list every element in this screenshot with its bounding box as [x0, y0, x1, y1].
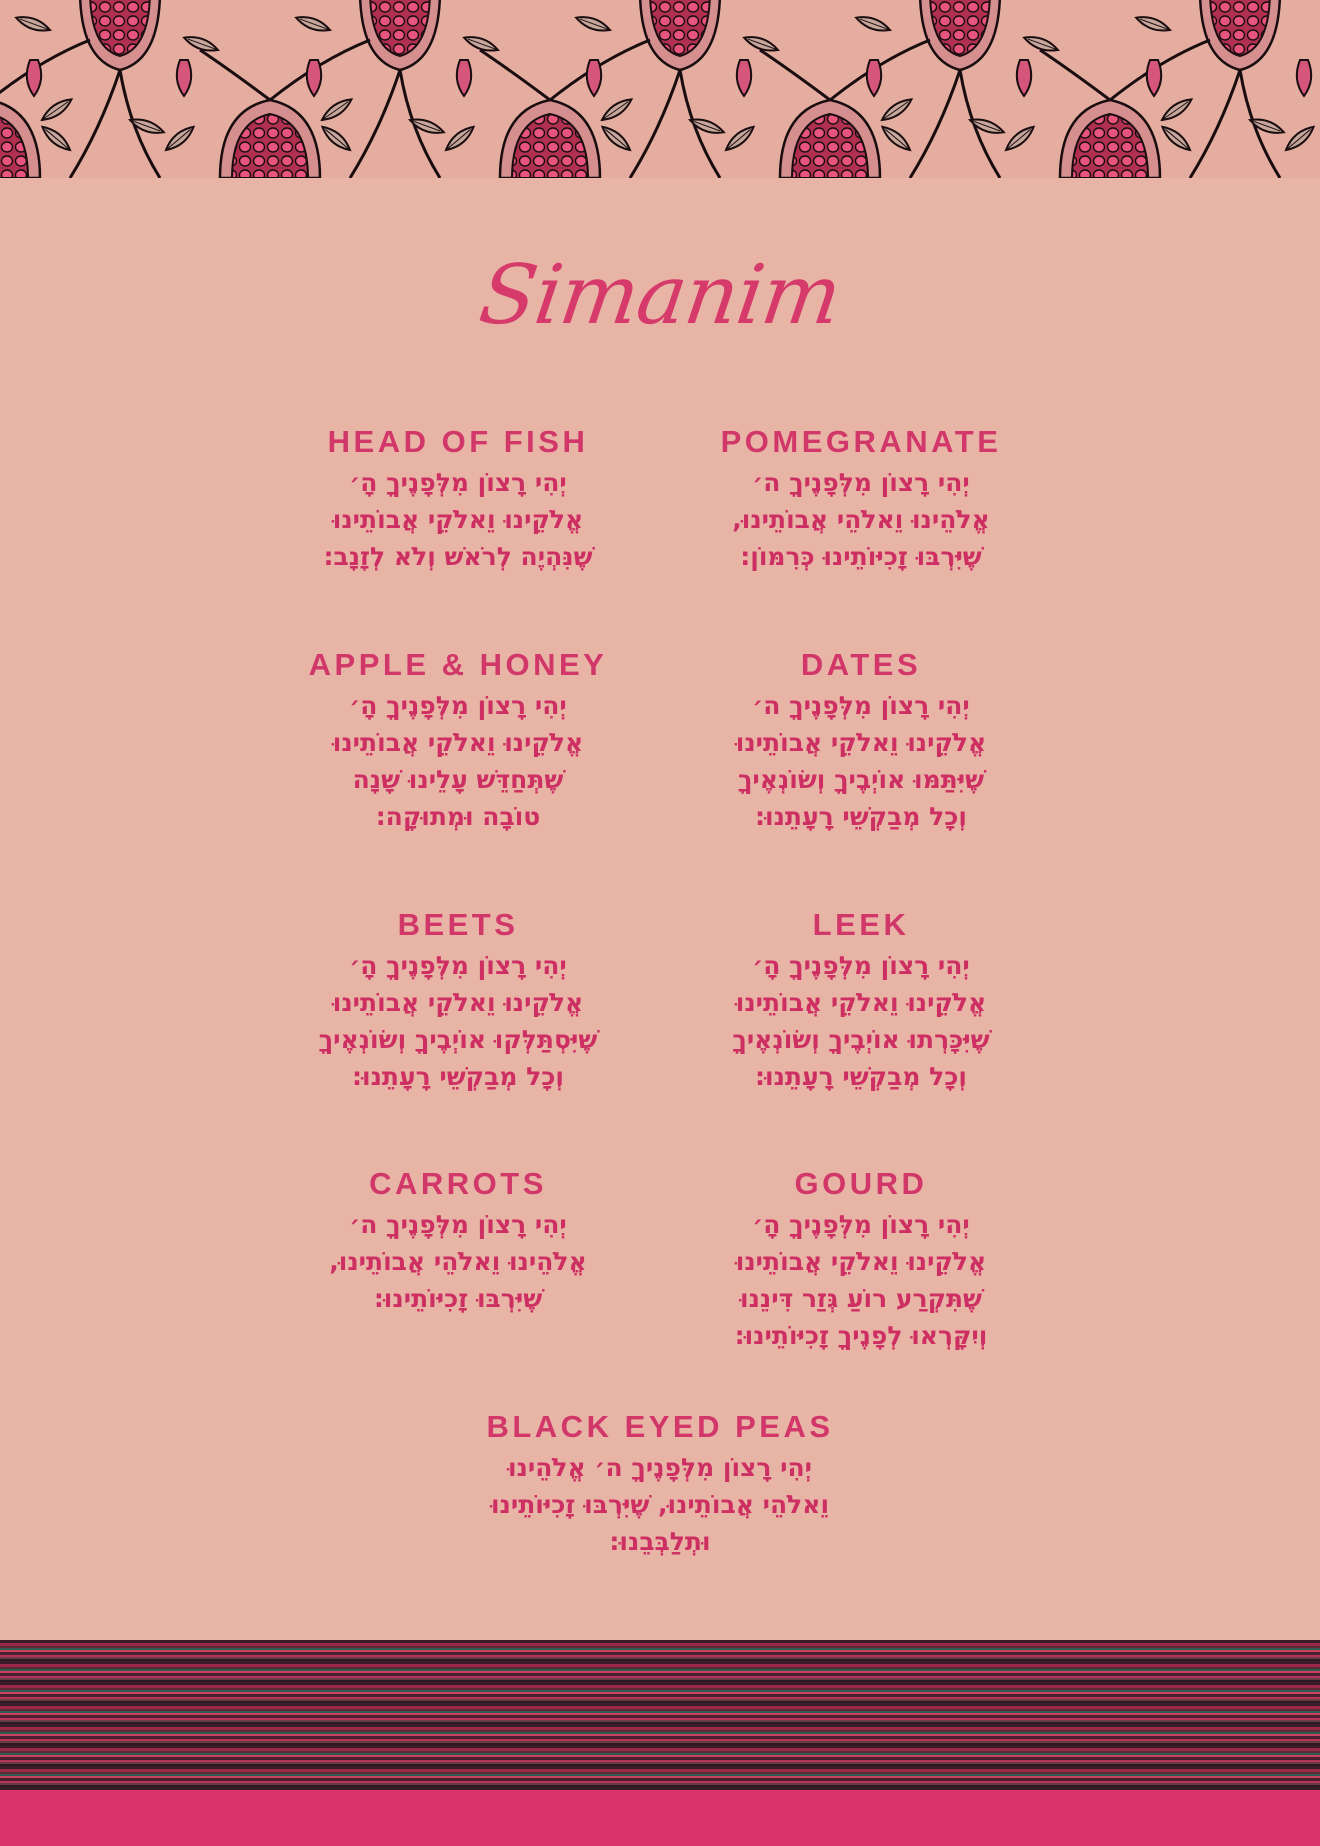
siman-apple-honey — [248, 647, 668, 835]
blessing-line: אֱלֹקֵינוּ וֵאלֹקֵי אֲבוֹתֵינוּ — [735, 1247, 987, 1276]
blessing-line: יְהִי רָצוֹן מִלְּפָנֶיךָ הָ׳ — [752, 1210, 970, 1239]
blessing-line: שֶׁיִּכָּרְתוּ אוֹיְבֶיךָ וְשׂוֹנְאֶיךָ — [732, 1025, 990, 1054]
siman-black-eyed-peas — [410, 1409, 910, 1560]
blessing-line: אֱלֹהֵינוּ וֵאלֹהֵי אֲבוֹתֵינוּ, — [732, 505, 990, 534]
siman-blessing — [651, 687, 1071, 835]
blessing-line: אֱלֹקֵינוּ וֵאלֹקֵי אֲבוֹתֵינוּ — [332, 505, 584, 534]
siman-carrots — [248, 1166, 668, 1317]
blessing-line: שֶׁנִּהְיֶה לְרֹאשׁ וְלֹא לְזָנָב: — [323, 542, 593, 571]
blessing-line: וְיִקָּרְאוּ לְפָנֶיךָ זָכִיּוֹתֵינוּ: — [734, 1321, 988, 1350]
blessing-line: שֶׁתְּחַדֵּשׁ עָלֵינוּ שָׁנָה — [352, 765, 564, 794]
siman-head-of-fish — [248, 424, 668, 575]
blessing-line: שֶׁיִּרְבּוּ זָכִיּוֹתֵינוּ כְּרִמּוֹן: — [740, 542, 982, 571]
blessing-line: וְכָל מְבַקְשֵׁי רָעָתֵנוּ: — [755, 1062, 967, 1091]
siman-dates — [651, 647, 1071, 835]
siman-blessing — [651, 1206, 1071, 1354]
siman-gourd — [651, 1166, 1071, 1354]
siman-blessing — [248, 464, 668, 575]
siman-blessing — [248, 687, 668, 835]
siman-heading: LEEK — [812, 907, 910, 942]
blessing-line: וְכָל מְבַקְשֵׁי רָעָתֵנוּ: — [755, 802, 967, 831]
siman-leek — [651, 907, 1071, 1095]
blessing-line: שֶׁיִּרְבּוּ זָכִיּוֹתֵינוּ: — [373, 1284, 543, 1313]
footer-band — [0, 1790, 1320, 1846]
blessing-line: יְהִי רָצוֹן מִלְּפָנֶיךָ הָ׳ — [752, 951, 970, 980]
blessing-line: יְהִי רָצוֹן מִלְּפָנֶיךָ ה׳ — [349, 1210, 567, 1239]
blessing-line: וֵאלֹהֵי אֲבוֹתֵינוּ, שֶׁיִּרְבּוּ זָכִיּוֹתֵינוּ — [490, 1490, 830, 1519]
blessing-line: שֶׁיִּתַּמּוּ אוֹיְבֶיךָ וְשׂוֹנְאֶיךָ — [737, 765, 985, 794]
blessing-line: שֶׁתִּקְרַע רוֹעַ גְּזַר דִּינֵנוּ — [739, 1284, 983, 1313]
blessing-line: אֱלֹקֵינוּ וֵאלֹקֵי אֲבוֹתֵינוּ — [332, 988, 584, 1017]
siman-beets — [248, 907, 668, 1095]
siman-heading: HEAD OF FISH — [327, 424, 589, 459]
siman-blessing — [248, 947, 668, 1095]
blessing-line: יְהִי רָצוֹן מִלְּפָנֶיךָ ה׳ — [752, 691, 970, 720]
siman-blessing — [248, 1206, 668, 1317]
blessing-line: אֱלֹקֵינוּ וֵאלֹקֵי אֲבוֹתֵינוּ — [735, 728, 987, 757]
blessing-line: יְהִי רָצוֹן מִלְּפָנֶיךָ הָ׳ — [349, 691, 567, 720]
blessing-line: וְכָל מְבַקְשֵׁי רָעָתֵנוּ: — [352, 1062, 564, 1091]
blessing-line: יְהִי רָצוֹן מִלְּפָנֶיךָ הָ׳ — [349, 468, 567, 497]
siman-blessing — [651, 947, 1071, 1095]
blessing-line: אֱלֹקֵינוּ וֵאלֹקֵי אֲבוֹתֵינוּ — [332, 728, 584, 757]
woven-stripes — [0, 1640, 1320, 1790]
siman-heading: DATES — [800, 647, 922, 682]
siman-heading: BLACK EYED PEAS — [486, 1409, 834, 1444]
siman-blessing — [410, 1449, 910, 1560]
blessing-line: יְהִי רָצוֹן מִלְּפָנֶיךָ הָ׳ — [349, 951, 567, 980]
siman-blessing — [651, 464, 1071, 575]
pomegranate-banner — [0, 0, 1320, 178]
page-title: Simanim — [473, 248, 847, 343]
blessing-line: אֱלֹקֵינוּ וֵאלֹקֵי אֲבוֹתֵינוּ — [735, 988, 987, 1017]
blessing-line: טוֹבָה וּמְתוּקָה: — [375, 802, 541, 831]
blessing-line: שֶׁיִּסְתַּלְּקוּ אוֹיְבֶיךָ וְשׂוֹנְאֶיךָ — [318, 1025, 598, 1054]
blessing-line: יְהִי רָצוֹן מִלְּפָנֶיךָ ה׳ — [752, 468, 970, 497]
siman-heading: CARROTS — [369, 1166, 547, 1201]
siman-heading: POMEGRANATE — [720, 424, 1002, 459]
blessing-line: וּתְלַבְּבֵנוּ: — [609, 1527, 711, 1556]
pomegranate-pattern-icon — [0, 0, 1320, 178]
siman-heading: GOURD — [794, 1166, 928, 1201]
siman-pomegranate — [651, 424, 1071, 575]
siman-heading: BEETS — [397, 907, 519, 942]
blessing-line: יְהִי רָצוֹן מִלְּפָנֶיךָ ה׳ אֱלֹהֵינוּ — [507, 1453, 813, 1482]
siman-heading: APPLE & HONEY — [308, 647, 608, 682]
blessing-line: אֱלֹהֵינוּ וֵאלֹהֵי אֲבוֹתֵינוּ, — [329, 1247, 587, 1276]
